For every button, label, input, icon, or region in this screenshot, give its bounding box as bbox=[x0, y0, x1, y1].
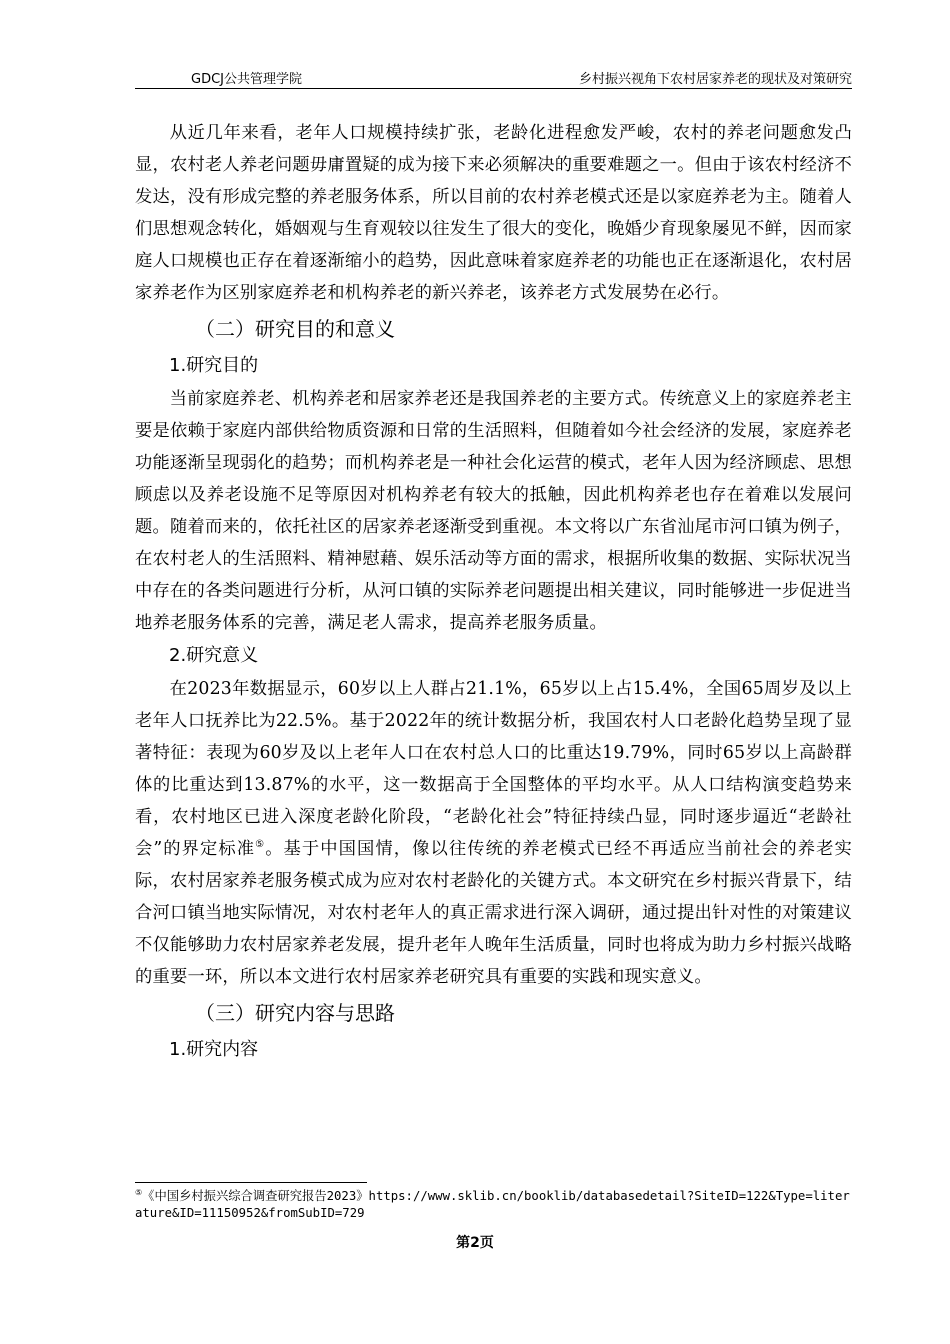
subsection-heading-significance: 2.研究意义 bbox=[169, 645, 259, 666]
header-divider bbox=[135, 88, 852, 89]
header-thesis-title: 乡村振兴视角下农村居家养老的现状及对策研究 bbox=[578, 72, 852, 87]
significance-text-part2: 。基于中国国情，像以往传统的养老模式已经不再适应当前社会的养老实际，农村居家养老服务模式成为应对农村老龄化的关键方式。本文研究在乡村振兴背景下，结合河口镇当地实际情况，对农村老年人的真正需求进行深入调研，通过提出针对性的对策建议不仅能够助力农村居家养老发展，提升老年人晚年生活质量，同时也将成为助力乡村振兴战略的重要一环，所以本文进行农村居家养老研究具有重要的实践和现实意义。 bbox=[135, 839, 852, 987]
page-header bbox=[135, 66, 852, 88]
header-school-name: GDCJ公共管理学院 bbox=[191, 72, 302, 87]
section-heading-purpose-significance: （二）研究目的和意义 bbox=[195, 317, 395, 341]
subsection-heading-content: 1.研究内容 bbox=[169, 1039, 259, 1060]
paragraph-research-significance bbox=[135, 673, 852, 993]
significance-text-part1: 在2023年数据显示，60岁以上人群占21.1%，65岁以上占15.4%，全国65周岁及以上老年人口抚养比为22.5%。基于2022年的统计数据分析，我国农村人口老龄化趋势呈现了显著特征：表现为60岁及以上老年人口在农村总人口的比重达19.79%，同时65岁以上高龄群体的比重达到13.87%的水平，这一数据高于全国整体的平均水平。从人口结构演变趋势来看，农村地区已进入深度老龄化阶段，“老龄化社会”特征持续凸显，同时逐步逼近“老龄社会”的界定标准 bbox=[135, 679, 852, 859]
footnote-mark: ⑤ bbox=[135, 1187, 143, 1197]
section-heading-content-approach: （三）研究内容与思路 bbox=[195, 1001, 395, 1025]
footnote-divider bbox=[135, 1182, 367, 1183]
footnote bbox=[135, 1188, 852, 1222]
main-content bbox=[135, 117, 852, 1067]
page-number: 第2页 bbox=[456, 1235, 494, 1251]
footnote-text: 《中国乡村振兴综合调查研究报告2023》https://www.sklib.cn/booklib/databasedetail?SiteID=122&Type=literature&ID=11150952&fromSubID=729 bbox=[135, 1189, 850, 1220]
subsection-heading-purpose: 1.研究目的 bbox=[169, 355, 259, 376]
footnote-reference[interactable]: ⑤ bbox=[255, 839, 266, 851]
paragraph-background: 从近几年来看，老年人口规模持续扩张，老龄化进程愈发严峻，农村的养老问题愈发凸显，农村老人养老问题毋庸置疑的成为接下来必须解决的重要难题之一。但由于该农村经济不发达，没有形成完整的养老服务体系，所以目前的农村养老模式还是以家庭养老为主。随着人们思想观念转化，婚姻观与生育观较以往发生了很大的变化，晚婚少育现象屡见不鲜，因而家庭人口规模也正存在着逐渐缩小的趋势，因此意味着家庭养老的功能也正在逐渐退化，农村居家养老作为区别家庭养老和机构养老的新兴养老，该养老方式发展势在必行。 bbox=[135, 123, 852, 303]
paragraph-research-purpose: 当前家庭养老、机构养老和居家养老还是我国养老的主要方式。传统意义上的家庭养老主要是依赖于家庭内部供给物质资源和日常的生活照料，但随着如今社会经济的发展，家庭养老功能逐渐呈现弱化的趋势；而机构养老是一种社会化运营的模式，老年人因为经济顾虑、思想顾虑以及养老设施不足等原因对机构养老有较大的抵触，因此机构养老也存在着难以发展问题。随着而来的，依托社区的居家养老逐渐受到重视。本文将以广东省汕尾市河口镇为例子，在农村老人的生活照料、精神慰藉、娱乐活动等方面的需求，根据所收集的数据、实际状况当中存在的各类问题进行分析，从河口镇的实际养老问题提出相关建议，同时能够进一步促进当地养老服务体系的完善，满足老人需求，提高养老服务质量。 bbox=[135, 389, 852, 633]
